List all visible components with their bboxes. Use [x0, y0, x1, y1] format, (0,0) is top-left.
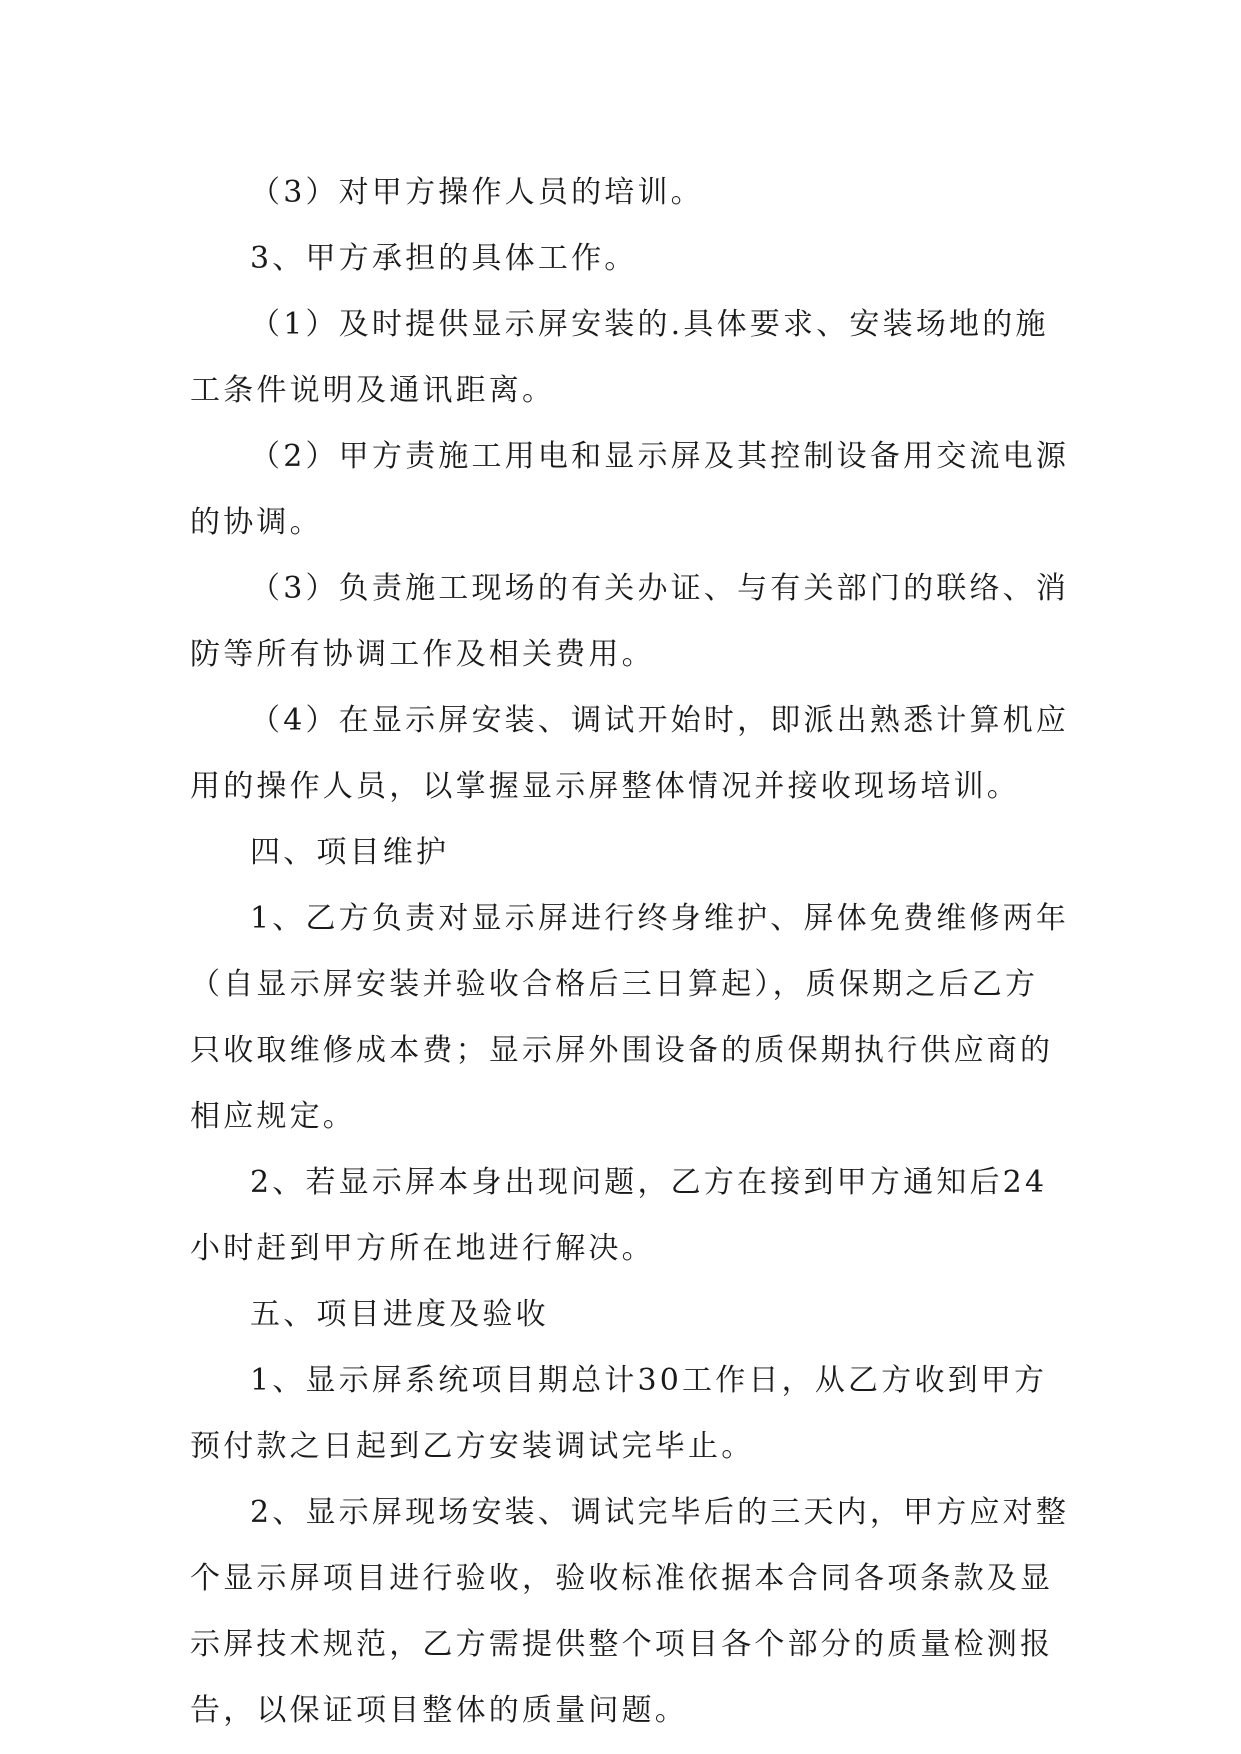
paragraph-party-a-duties-heading: 3、甲方承担的具体工作。: [250, 241, 638, 276]
paragraph-power-coordination: （2）甲方责施工用电和显示屏及其控制设备用交流电源的协调。: [190, 439, 1070, 540]
paragraph-site-permits: （3）负责施工现场的有关办证、与有关部门的联络、消防等所有协调工作及相关费用。: [190, 571, 1070, 672]
paragraph-training: （3）对甲方操作人员的培训。: [250, 175, 704, 210]
paragraph-lifetime-maintenance: 1、乙方负责对显示屏进行终身维护、屏体免费维修两年（自显示屏安装并验收合格后三日算起），质保期之后乙方只收取维修成本费；显示屏外围设备的质保期执行供应商的相应规定。: [190, 901, 1070, 1134]
paragraph-acceptance: 2、显示屏现场安装、调试完毕后的三天内，甲方应对整个显示屏项目进行验收，验收标准依据本合同各项条款及显示屏技术规范，乙方需提供整个项目各个部分的质量检测报告，以保证项目整体的质量问题。: [190, 1495, 1070, 1728]
paragraph-24h-response: 2、若显示屏本身出现问题，乙方在接到甲方通知后24小时赶到甲方所在地进行解决。: [190, 1165, 1048, 1266]
paragraph-assign-operators: （4）在显示屏安装、调试开始时，即派出熟悉计算机应用的操作人员，以掌握显示屏整体情况并接收现场培训。: [190, 703, 1070, 804]
section-heading-schedule-acceptance: 五、项目进度及验收: [250, 1297, 549, 1332]
paragraph-project-duration: 1、显示屏系统项目期总计30工作日，从乙方收到甲方预付款之日起到乙方安装调试完毕止。: [190, 1363, 1048, 1464]
document-body: [190, 160, 1070, 1744]
paragraph-provide-requirements: （1）及时提供显示屏安装的.具体要求、安装场地的施工条件说明及通讯距离。: [190, 307, 1049, 408]
section-heading-maintenance: 四、项目维护: [250, 835, 450, 870]
